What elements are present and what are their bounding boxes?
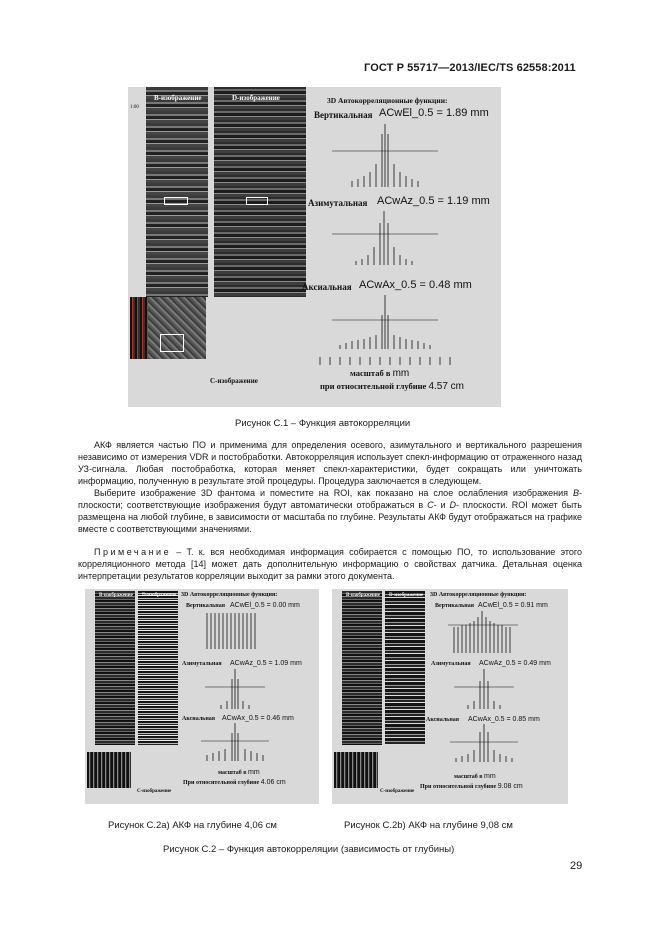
c2b-axial-value: ACwAx_0.5 = 0.85 mm [468,716,540,723]
c2a-b-image [95,591,135,745]
scale-label-text: масштаб в [350,368,391,378]
c2b-c-image [334,752,378,788]
c2a-c-label: C-изображение [137,789,172,794]
depth-label-text: при относительной глубине [320,381,427,391]
vertical-value: ACwEl_0.5 = 1.89 mm [379,107,489,119]
acf-title: 3D Автокорреляционные функции: [327,96,448,105]
c-image-panel [130,297,148,359]
p2-d-plane: D [449,500,456,510]
depth-label [320,381,464,392]
depth-value: 4.57 cm [428,381,465,392]
c2a-azim-label: Азимутальная [182,661,222,667]
c2a-b-label: B-изображение [99,593,133,598]
azimuthal-acf-plot [332,211,438,267]
c2a-azim-value: ACwAz_0.5 = 1.09 mm [230,660,302,667]
c2b-vert-label: Вертикальная [435,603,474,609]
c2a-depth-value: 4.06 cm [260,779,286,786]
c2a-axial-label: Аксиальная [182,716,216,722]
p2-part-g: - плоскости. ROI может быть размещена на любой глубине, в зависимости от масштаба по глубине. Результаты АКФ будут отображаться на графике вместе с соответствующими значениями. [78,500,582,534]
c2b-scale-unit: mm [484,773,496,780]
p2-part-a: Выберите изображение 3D фантома и поместите на ROI, как показано на слое ослабления изображения [94,488,573,498]
paragraph-1: АКФ является частью ПО и применима для определения осевого, азимутального и вертикального разрешения независимо от измерения VDR и постобработки. Автокорреляция использует спекл-информацию от отраженного назад УЗ-сигнала. Любая постобработка, которая меняет спекл-характеристики, будет сокращать или уничтожать информацию, полученную в результате этой процедуры. Процедура заключается в следующем. [78,440,582,486]
c2b-depth-value: 9.08 cm [497,783,523,790]
c-image-label: C-изображение [210,377,258,385]
c2a-vert-value: ACwEl_0.5 = 0.00 mm [230,602,300,609]
note-word: Примечание [94,547,172,557]
c2b-vert-plot [448,611,518,653]
figure-c1 [128,87,501,407]
c2a-vert-label: Вертикальная [186,603,225,609]
scale-label [350,368,409,379]
vertical-acf-plot [332,124,438,190]
axial-acf-plot [332,295,438,351]
c2a-depth-text: При относительной глубине [183,780,260,786]
b-image-panel [146,87,208,297]
c2a-azim-plot [205,669,265,709]
b-roi-box [164,197,188,205]
figure-c2a-caption: Рисунок С.2а) АКФ на глубине 4,06 см [108,820,277,831]
c2a-scale-text: масштаб в [218,770,247,776]
c2b-d-image [385,591,425,745]
note-paragraph [78,546,582,582]
c2a-d-image [138,591,178,745]
d-image-label: D-изображение [232,94,280,102]
c2b-depth-label [420,783,523,790]
c-roi-box [160,334,184,352]
c2b-azim-label: Азимутальная [431,661,471,667]
note-text: – Т. к. вся необходимая информация собирается с помощью ПО, то использование этого корреляционного метода [14] может дать дополнительную информацию о свойствах датчика. Детальная оценка интерпретации результатов корреляции выходит за рамки этого документа. [78,547,582,581]
vertical-label: Вертикальная [314,110,373,120]
p2-part-e: - и [433,500,450,510]
c2a-scale-unit: mm [248,769,260,776]
c2b-depth-text: При относительной глубине [420,784,497,790]
c2b-scale-label [454,773,496,780]
c2b-azim-plot [454,669,514,709]
c2b-title: 3D Автокорреляционные функции: [430,592,527,598]
c2a-title: 3D Автокорреляционные функции: [181,592,278,598]
figure-c2b-caption: Рисунок С.2b) АКФ на глубине 9,08 см [344,820,513,831]
c2a-c-image [87,752,131,788]
p2-part-c: -плоскости; соответствующие изображения будут автоматически отображаться в [78,488,582,510]
axial-label: Аксиальная [302,282,352,292]
c2a-scale-label [218,769,260,776]
figure-c1-caption: Рисунок С.1 – Функция автокорреляции [235,418,411,429]
figure-c2-caption: Рисунок С.2 – Функция автокорреляции (зависимость от глубины) [163,844,455,855]
c2b-vert-value: ACwEl_0.5 = 0.91 mm [478,602,548,609]
c2b-axial-label: Аксиальная [426,717,460,723]
c2b-c-label: C-изображение [380,789,415,794]
scale-unit: mm [392,368,410,379]
c2b-b-image [342,591,382,745]
side-mark: 1:00 [130,105,139,110]
c2b-axial-plot [450,724,518,762]
axial-value: ACwAx_0.5 = 0.48 mm [359,279,472,291]
c2a-axial-value: ACwAx_0.5 = 0.46 mm [222,715,294,722]
standard-header: ГОСТ Р 55717—2013/IEC/TS 62558:2011 [364,62,576,74]
d-roi-box [246,197,268,205]
c2a-axial-plot [201,723,269,761]
figure-c2b [332,589,568,804]
c2a-vert-plot [203,611,263,649]
paragraph-2 [78,487,582,535]
d-image-panel [214,87,306,297]
c2a-d-label: D-изображение [142,593,177,598]
c2b-b-label: B-изображение [346,593,380,598]
c2a-depth-label [183,779,286,786]
b-image-label: B-изображение [154,94,202,102]
scale-ticks [318,357,458,367]
c2b-d-label: D-изображение [389,593,424,598]
c2b-azim-value: ACwAz_0.5 = 0.49 mm [479,660,551,667]
page-number: 29 [570,860,583,872]
figure-c2a [85,589,319,804]
p2-b-plane: B [572,488,579,498]
c2b-scale-text: масштаб в [454,774,483,780]
azimuthal-label: Азимутальная [308,198,368,208]
azimuthal-value: ACwAz_0.5 = 1.19 mm [377,195,490,207]
p2-c-plane: C [427,500,434,510]
